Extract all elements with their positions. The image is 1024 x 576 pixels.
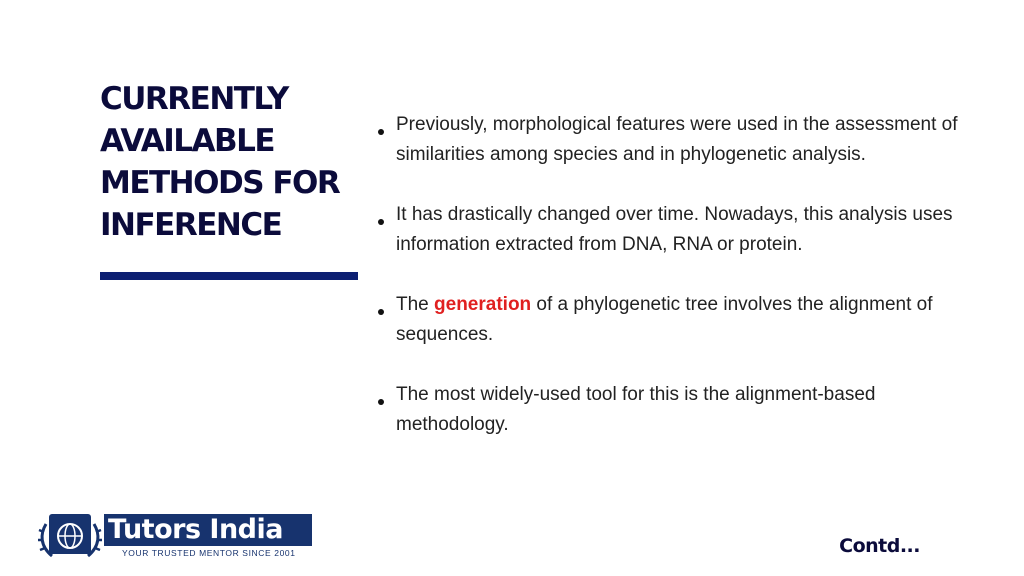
title-line: AVAILABLE [100, 123, 275, 159]
bullet-item [378, 380, 978, 440]
bullet-text-after: of a phylogenetic tree involves the alignment of sequences. [396, 294, 933, 345]
bullet-dot-icon [378, 129, 384, 135]
bullet-dot-icon [378, 219, 384, 225]
bullet-item [378, 110, 978, 170]
bullet-dot-icon [378, 309, 384, 315]
slide-title [100, 78, 370, 246]
bullet-item [378, 290, 978, 350]
bullet-text: The most widely-used tool for this is the alignment-based methodology. [396, 384, 876, 435]
continued-label: Contd... [839, 535, 920, 557]
laurel-globe-icon [38, 510, 104, 562]
highlighted-term: generation [434, 294, 532, 315]
logo-wordmark: Tutors India [104, 514, 312, 546]
title-underline-rule [100, 272, 358, 280]
brand-logo [38, 508, 296, 564]
logo-tagline: YOUR TRUSTED MENTOR SINCE 2001 [122, 548, 296, 558]
bullet-item [378, 200, 978, 260]
bullet-list [378, 110, 978, 470]
bullet-text-before: The [396, 294, 435, 315]
bullet-text: It has drastically changed over time. Nowadays, this analysis uses information extracted from DNA, RNA or protein. [396, 204, 953, 255]
bullet-dot-icon [378, 399, 384, 405]
bullet-text: Previously, morphological features were used in the assessment of similarities among species and in phylogenetic analysis. [396, 114, 958, 165]
title-line: INFERENCE [100, 207, 282, 243]
title-line: CURRENTLY [100, 81, 288, 117]
title-line: METHODS FOR [100, 165, 340, 201]
